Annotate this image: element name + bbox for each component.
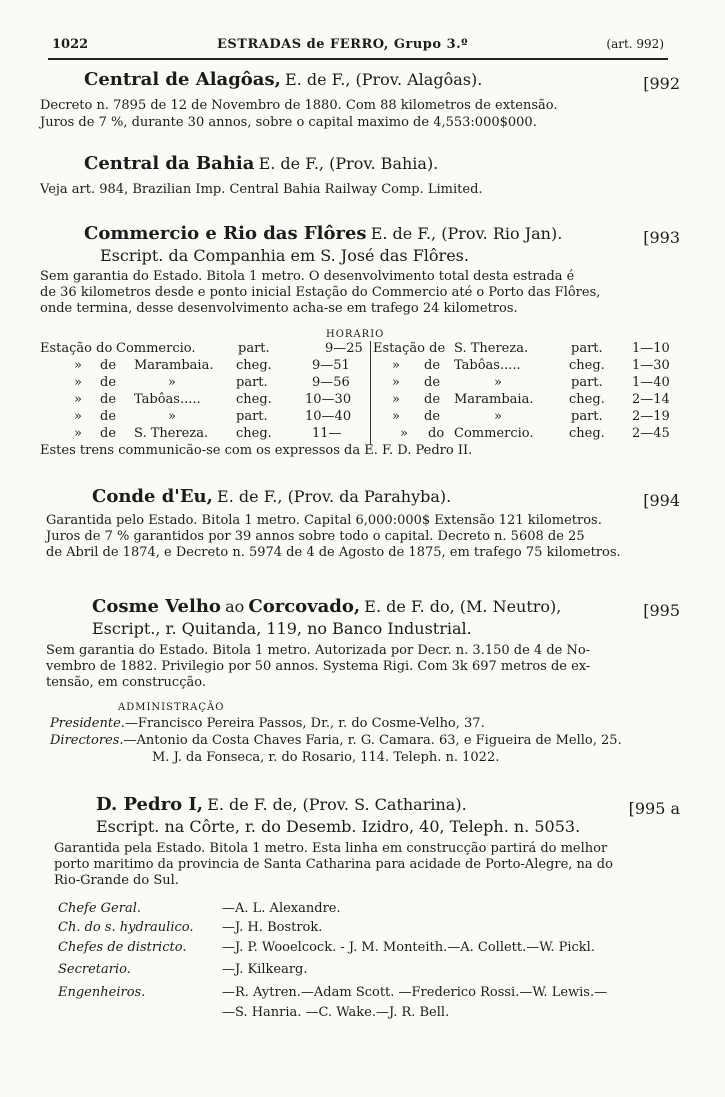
entry-heading [96, 794, 467, 815]
officer-names: —S. Hanria. —C. Wake.—J. R. Bell. [222, 1005, 450, 1020]
tt-cell: de [424, 409, 441, 424]
tt-cell: 2—19 [632, 409, 670, 424]
tt-cell: de [424, 375, 441, 390]
officer-names: —J. H. Bostrok. [222, 920, 323, 935]
admin-line [50, 716, 485, 731]
entry-text-line: Garantida pela Estado. Bitola 1 metro. Esta linha em construcção partirá do melhor [54, 841, 608, 856]
tt-cell: Tabôas..... [454, 358, 521, 373]
tt-cell: de [424, 358, 441, 373]
article-ref: (art. 992) [606, 37, 664, 51]
tt-cell: de [100, 392, 117, 407]
entry-name: Central da Bahia [84, 153, 255, 174]
tt-cell: » [392, 358, 400, 373]
entry-text-line: tensão, em construcção. [46, 675, 206, 690]
entry-text-line: onde termina, desse desenvolvimento acha-se em trafego 24 kilometros. [40, 301, 518, 316]
tt-cell: » [74, 375, 82, 390]
entry-d-pedro-i [40, 794, 680, 897]
entry-number: [995 [643, 601, 680, 620]
officer-role: Secretario. [58, 962, 131, 977]
officer-names: —J. Kilkearg. [222, 962, 308, 977]
entry-name: Cosme Velho [92, 596, 221, 617]
admin-text: M. J. da Fonseca, r. do Rosario, 114. Teleph. n. 1022. [152, 750, 500, 765]
entry-office: Escript. da Companhia em S. José das Flôres. [100, 246, 469, 265]
entry-number: [994 [643, 491, 680, 510]
entry-subtitle: E. de F. de, (Prov. S. Catharina). [207, 795, 467, 814]
entry-text-line: Veja art. 984, Brazilian Imp. Central Bahia Railway Comp. Limited. [40, 182, 483, 197]
entry-name-2: Corcovado, [248, 596, 361, 617]
timetable-row [40, 409, 680, 424]
officer-names: —J. P. Wooelcock. - J. M. Monteith.—A. Collett.—W. Pickl. [222, 940, 595, 955]
entry-text-line: Juros de 7 %, durante 30 annos, sobre o capital maximo de 4,553:000$000. [40, 115, 537, 130]
tt-cell: cheg. [569, 358, 605, 373]
admin-role: Presidente. [50, 716, 125, 731]
officer-role: Chefe Geral. [58, 901, 141, 916]
timetable-row [40, 392, 680, 407]
tt-cell: 1—10 [632, 341, 670, 356]
tt-cell: » [74, 426, 82, 441]
entry-heading [84, 223, 563, 244]
entry-text-line: Sem garantia do Estado. Bitola 1 metro. Autorizada por Decr. n. 3.150 de 4 de No- [46, 643, 591, 658]
tt-cell: de [100, 358, 117, 373]
entry-text-line: de 36 kilometros desde e ponto inicial Estação do Commercio até o Porto das Flôres, [40, 285, 601, 300]
header-rule [48, 58, 668, 60]
tt-note: Estes trens communicão-se com os expressos da E. F. D. Pedro II. [40, 443, 473, 458]
tt-cell: » [74, 392, 82, 407]
tt-cell: » [168, 375, 176, 390]
entry-text-line: vembro de 1882. Privilegio por 50 annos. Systema Rigi. Com 3k 697 metros de ex- [46, 659, 591, 674]
page-title: ESTRADAS de FERRO, Grupo 3.º [217, 37, 469, 52]
tt-cell: part. [571, 375, 603, 390]
tt-cell: cheg. [236, 426, 272, 441]
entry-heading [92, 486, 452, 507]
timetable-row [40, 426, 680, 441]
tt-cell: » [74, 409, 82, 424]
admin-line [152, 750, 499, 765]
entry-text-line: porto maritimo da provincia de Santa Catharina para acidade de Porto-Alegre, na do [54, 857, 613, 872]
entry-text-line: Juros de 7 % garantidos por 39 annos sobre todo o capital. Decreto n. 5608 de 25 [46, 529, 585, 544]
admin-line [50, 733, 622, 748]
entry-conde-deu [40, 486, 680, 581]
entry-name: Commercio e Rio das Flôres [84, 223, 367, 244]
entry-cosme-velho [40, 596, 680, 779]
entry-office: Escript., r. Quitanda, 119, no Banco Industrial. [92, 619, 472, 638]
tt-cell: cheg. [569, 426, 605, 441]
tt-cell: Estação de [373, 341, 446, 356]
running-header [52, 37, 664, 53]
tt-cell: cheg. [569, 392, 605, 407]
tt-cell: 10—40 [305, 409, 352, 424]
tt-cell: S. Thereza. [134, 426, 209, 441]
timetable-row [40, 358, 680, 373]
entry-central-bahia [40, 153, 670, 202]
tt-cell: » [392, 409, 400, 424]
entry-subtitle: E. de F., (Prov. Bahia). [258, 154, 439, 173]
tt-cell: do [428, 426, 445, 441]
tt-cell: de [100, 375, 117, 390]
entry-office: Escript. na Côrte, r. do Desemb. Izidro, 40, Teleph. n. 5053. [96, 817, 581, 836]
tt-cell: 11— [312, 426, 342, 441]
tt-cell: » [494, 375, 502, 390]
tt-cell: 9—25 [325, 341, 363, 356]
tt-cell: S. Thereza. [454, 341, 529, 356]
tt-cell: cheg. [236, 392, 272, 407]
tt-cell: Commercio. [116, 341, 196, 356]
entry-name: Central de Alagôas, [84, 69, 281, 90]
tt-cell: part. [236, 375, 268, 390]
entry-heading [84, 153, 439, 174]
admin-label: ADMINISTRAÇÃO [118, 702, 225, 713]
entry-text-line: Sem garantia do Estado. Bitola 1 metro. O desenvolvimento total desta estrada é [40, 269, 575, 284]
entry-subtitle: E. de F., (Prov. Alagôas). [285, 70, 483, 89]
tt-cell: cheg. [236, 358, 272, 373]
officer-role: Ch. do s. hydraulico. [58, 920, 194, 935]
tt-cell: » [400, 426, 408, 441]
tt-cell: 1—30 [632, 358, 670, 373]
entry-subtitle: E. de F., (Prov. Rio Jan). [370, 224, 563, 243]
tt-cell: 9—51 [312, 358, 350, 373]
officer-role: Engenheiros. [58, 985, 146, 1000]
timetable-row [40, 375, 680, 390]
officer-names: —R. Aytren.—Adam Scott. —Frederico Rossi.—W. Lewis.— [222, 985, 608, 1000]
entry-text-line: de Abril de 1874, e Decreto n. 5974 de 4 de Agosto de 1875, em trafego 75 kilometros. [46, 545, 621, 560]
tt-cell: 1—40 [632, 375, 670, 390]
admin-text: —Francisco Pereira Passos, Dr., r. do Cosme-Velho, 37. [124, 716, 485, 731]
tt-cell: Tabôas..... [134, 392, 201, 407]
tt-cell: 2—45 [632, 426, 670, 441]
tt-cell: Estação do [40, 341, 113, 356]
tt-cell: part. [571, 341, 603, 356]
tt-cell: 2—14 [632, 392, 670, 407]
entry-number: [993 [643, 228, 680, 247]
entry-text-line: Rio-Grande do Sul. [54, 873, 179, 888]
admin-role: Directores. [50, 733, 124, 748]
entry-central-alagoas [40, 69, 680, 142]
tt-cell: Commercio. [454, 426, 534, 441]
tt-cell: de [100, 426, 117, 441]
tt-cell: » [392, 392, 400, 407]
tt-cell: Marambaia. [134, 358, 214, 373]
page-number: 1022 [52, 37, 89, 52]
tt-cell: part. [236, 409, 268, 424]
tt-cell: » [392, 375, 400, 390]
entry-text-line: Garantida pelo Estado. Bitola 1 metro. Capital 6,000:000$ Extensão 121 kilometros. [46, 513, 602, 528]
tt-cell: de [424, 392, 441, 407]
entry-number: [995 a [628, 799, 680, 818]
tt-cell: 9—56 [312, 375, 350, 390]
tt-cell: 10—30 [305, 392, 352, 407]
admin-text: —Antonio da Costa Chaves Faria, r. G. Camara. 63, e Figueira de Mello, 25. [123, 733, 622, 748]
entry-text-line: Decreto n. 7895 de 12 de Novembro de 1880. Com 88 kilometros de extensão. [40, 98, 558, 113]
timetable-note [40, 443, 680, 458]
officer-role: Chefes de districto. [58, 940, 187, 955]
entry-name: Conde d'Eu, [92, 486, 213, 507]
entry-number: [992 [643, 74, 680, 93]
tt-cell: part. [238, 341, 270, 356]
timetable-label: HORARIO [326, 329, 385, 340]
entry-heading [92, 596, 562, 617]
tt-cell: de [100, 409, 117, 424]
tt-cell: part. [571, 409, 603, 424]
timetable-row [40, 341, 680, 356]
entry-name: D. Pedro I, [96, 794, 204, 815]
entry-subtitle: E. de F., (Prov. da Parahyba). [217, 487, 452, 506]
entry-connector: ao [225, 597, 245, 616]
tt-cell: » [494, 409, 502, 424]
tt-cell: » [74, 358, 82, 373]
tt-cell: » [168, 409, 176, 424]
entry-heading [84, 69, 483, 90]
officer-names: —A. L. Alexandre. [222, 901, 341, 916]
entry-subtitle: E. de F. do, (M. Neutro), [364, 597, 562, 616]
tt-cell: Marambaia. [454, 392, 534, 407]
